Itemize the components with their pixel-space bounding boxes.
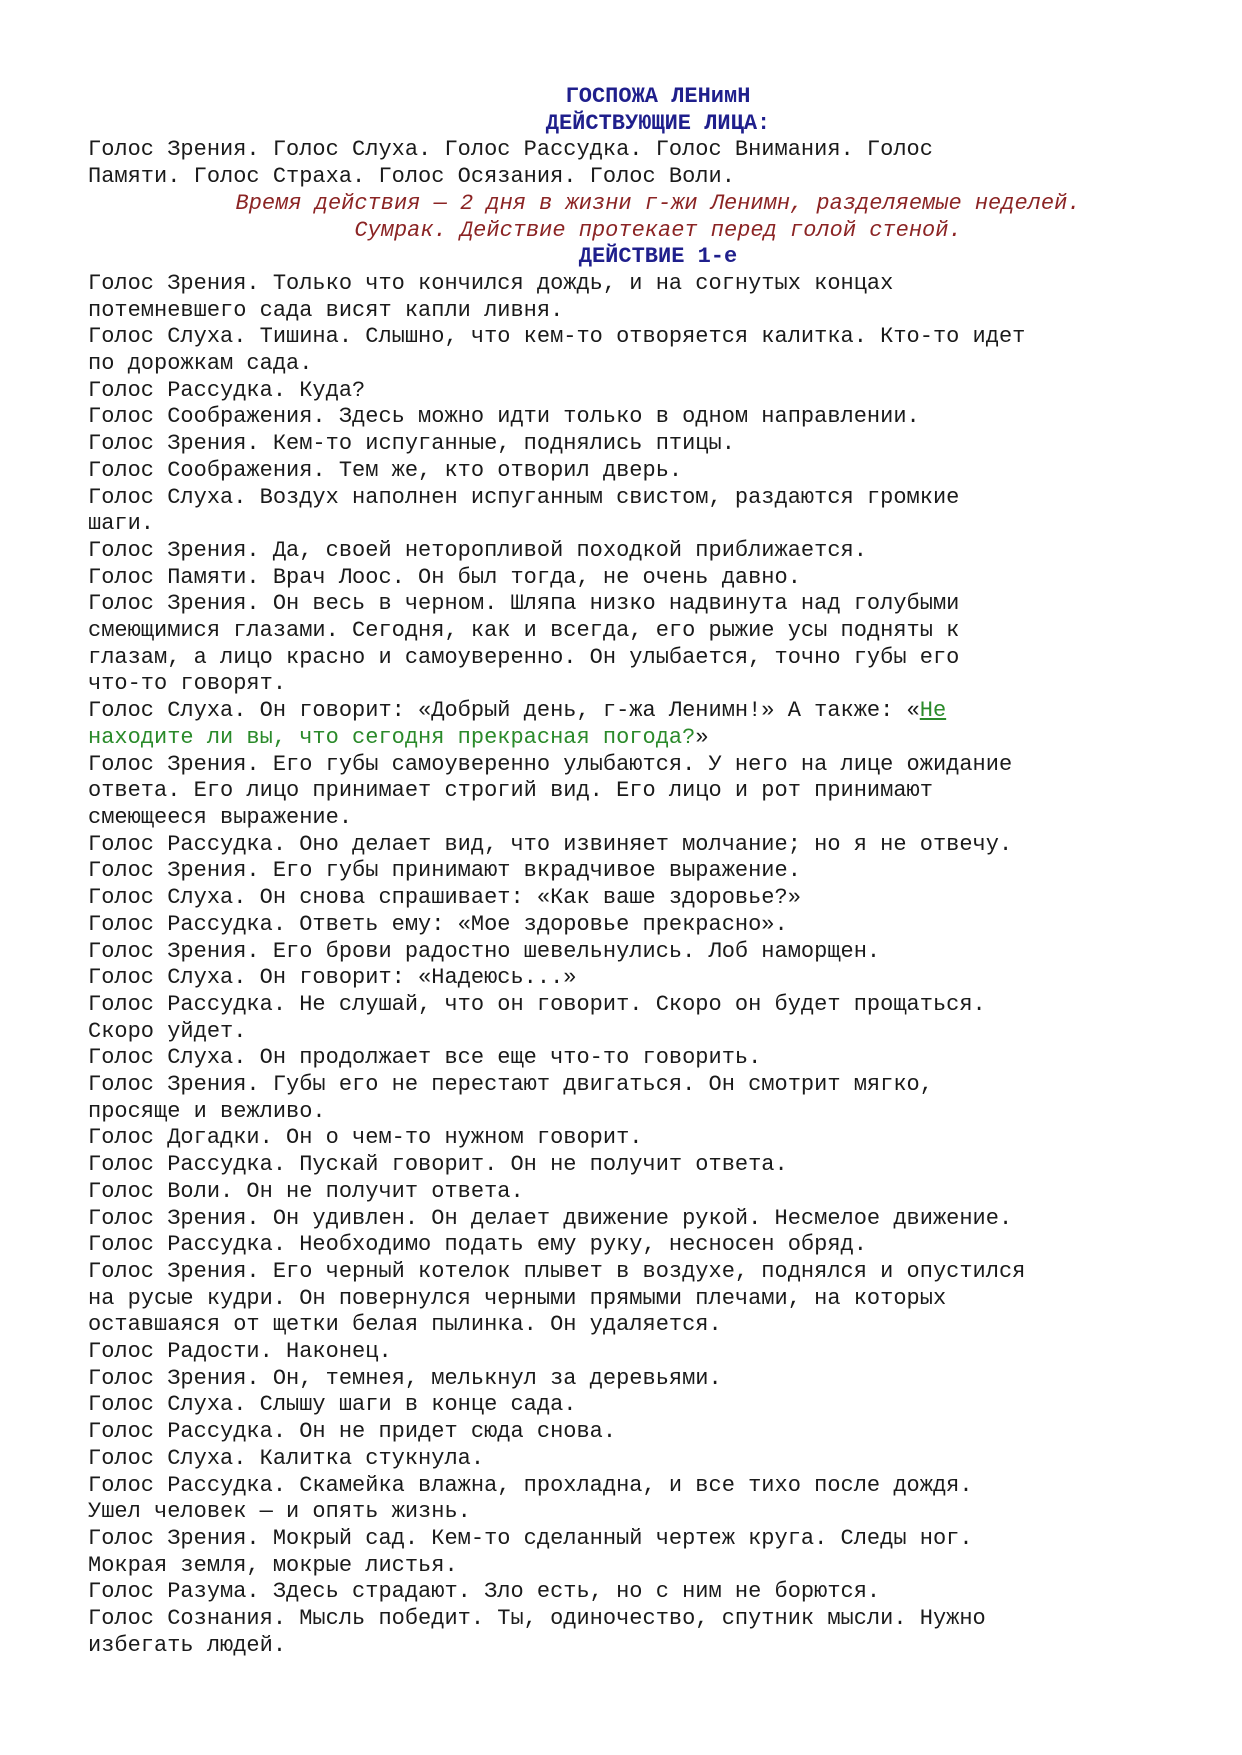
text-line: Скоро уйдет. (88, 1018, 247, 1044)
text-line: Голос Сознания. Мысль победит. Ты, одиночество, спутник мысли. Нужно (88, 1606, 986, 1632)
text-line: Голос Зрения. Да, своей неторопливой походкой приближается. (88, 537, 867, 563)
text-line: Голос Рассудка. Он не придет сюда снова. (88, 1419, 617, 1445)
text-line: оставшаяся от щетки белая пылинка. Он удаляется. (88, 1312, 722, 1338)
text-line: на русые кудри. Он повернулся черными прямыми плечами, на которых (88, 1285, 947, 1311)
text-line: Голос Зрения. Только что кончился дождь, и на согнутых концах (88, 270, 894, 296)
text-line: Голос Зрения. Его черный котелок плывет в воздухе, поднялся и опустился (88, 1258, 1026, 1284)
text-line: Голос Рассудка. Оно делает вид, что извиняет молчание; но я не отвечу. (88, 831, 1013, 857)
text-line: Голос Соображения. Тем же, кто отворил дверь. (88, 457, 683, 483)
text-line: Мокрая земля, мокрые листья. (88, 1552, 458, 1578)
text-line: что-то говорят. (88, 671, 287, 697)
text-line: смеющимися глазами. Сегодня, как и всегда, его рыжие усы подняты к (88, 618, 960, 644)
text-line: Голос Памяти. Врач Лоос. Он был тогда, не очень давно. (88, 564, 801, 590)
text-line: Голос Слуха. Тишина. Слышно, что кем-то отворяется калитка. Кто-то идет (88, 324, 1026, 350)
text-line: по дорожкам сада. (88, 351, 313, 377)
text-line: Голос Зрения. Его губы принимают вкрадчивое выражение. (88, 858, 801, 884)
text-line: Голос Слуха. Он снова спрашивает: «Как ваше здоровье?» (88, 885, 801, 911)
text-line: Голос Радости. Наконец. (88, 1339, 392, 1365)
text-line: Голос Рассудка. Не слушай, что он говорит. Скоро он будет прощаться. (88, 991, 986, 1017)
text-line: Голос Зрения. Он весь в черном. Шляпа низко надвинута над голубыми (88, 591, 960, 617)
text-line: потемневшего сада висят капли ливня. (88, 297, 564, 323)
text-line: глазам, а лицо красно и самоуверенно. Он улыбается, точно губы его (88, 644, 960, 670)
hyperlink[interactable]: Не (919, 698, 947, 724)
text-line: Голос Зрения. Он, темнея, мелькнул за деревьями. (88, 1365, 722, 1391)
text-line: Голос Рассудка. Скамейка влажна, прохладна, и все тихо после дождя. (88, 1472, 973, 1498)
text-line: избегать людей. (88, 1632, 287, 1658)
text-line: Голос Рассудка. Необходимо подать ему руку, несносен обряд. (88, 1232, 867, 1258)
text-line: Голос Слуха. Воздух наполнен испуганным свистом, раздаются громкие (88, 484, 960, 510)
text-line: ответа. Его лицо принимает строгий вид. Его лицо и рот принимают (88, 778, 933, 804)
act-heading: ДЕЙСТВИЕ 1-е (578, 244, 738, 270)
stage-direction: Сумрак. Действие протекает перед голой стеной. (354, 217, 962, 243)
text-line: Голос Зрения. Кем-то испуганные, поднялись птицы. (88, 431, 735, 457)
text-line: Голос Рассудка. Пускай говорит. Он не получит ответа. (88, 1152, 788, 1178)
document-page (88, 84, 1228, 1659)
text-line: Голос Разума. Здесь страдают. Зло есть, но с ним не борются. (88, 1579, 881, 1605)
text-line: Голос Воли. Он не получит ответа. (88, 1178, 524, 1204)
text-segment: » (695, 724, 709, 750)
text-line: Голос Зрения. Губы его не перестают двигаться. Он смотрит мягко, (88, 1072, 933, 1098)
text-line: Голос Слуха. Он говорит: «Надеюсь...» (88, 965, 577, 991)
text-line: Голос Зрения. Мокрый сад. Кем-то сделанный чертеж круга. Следы ног. (88, 1525, 973, 1551)
text-line: Голос Зрения. Его губы самоуверенно улыбаются. У него на лице ожидание (88, 751, 1013, 777)
text-line (88, 725, 1228, 752)
text-line: просяще и вежливо. (88, 1098, 326, 1124)
text-line: Ушел человек — и опять жизнь. (88, 1499, 471, 1525)
text-line: смеющееся выражение. (88, 804, 353, 830)
document-title: ГОСПОЖА ЛЕНимН (565, 84, 751, 109)
text-line: Голос Догадки. Он о чем-то нужном говорит. (88, 1125, 643, 1151)
text-line: Голос Рассудка. Куда? (88, 377, 366, 403)
text-line: Голос Слуха. Калитка стукнула. (88, 1445, 485, 1471)
text-line: Голос Зрения. Он удивлен. Он делает движение рукой. Несмелое движение. (88, 1205, 1013, 1231)
text-line: Голос Слуха. Слышу шаги в конце сада. (88, 1392, 577, 1418)
text-line: Голос Слуха. Он продолжает все еще что-то говорить. (88, 1045, 762, 1071)
text-segment: Голос Слуха. Он говорит: «Добрый день, г-жа Ленимн!» А также: « (88, 698, 920, 724)
cast-list-line: Памяти. Голос Страха. Голос Осязания. Голос Воли. (88, 164, 735, 190)
text-line: шаги. (88, 511, 155, 537)
highlighted-quote: находите ли вы, что сегодня прекрасная погода? (88, 724, 696, 750)
text-line: Голос Рассудка. Ответь ему: «Мое здоровье прекрасно». (88, 911, 788, 937)
text-line: Голос Зрения. Его брови радостно шевельнулись. Лоб наморщен. (88, 938, 881, 964)
stage-direction: Время действия — 2 дня в жизни г-жи Ленимн, разделяемые неделей. (235, 190, 1081, 216)
cast-heading: ДЕЙСТВУЮЩИЕ ЛИЦА: (545, 110, 771, 136)
text-line (88, 698, 1228, 725)
cast-list-line: Голос Зрения. Голос Слуха. Голос Рассудка. Голос Внимания. Голос (88, 137, 933, 163)
text-line: Голос Соображения. Здесь можно идти только в одном направлении. (88, 404, 920, 430)
